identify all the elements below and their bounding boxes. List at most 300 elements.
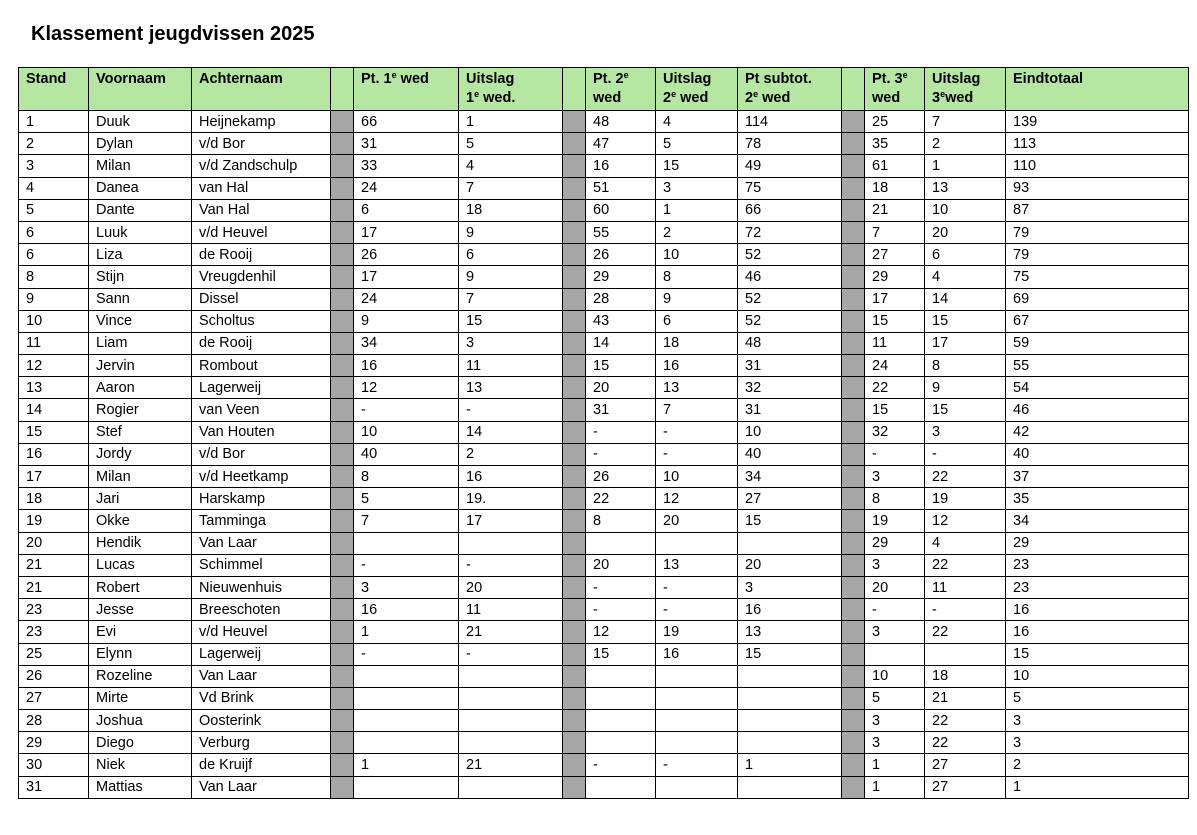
- cell-pt2: 26: [586, 466, 656, 488]
- cell-eindtotaal: 69: [1006, 288, 1189, 310]
- header-separator: [331, 68, 354, 111]
- separator-cell: [331, 466, 354, 488]
- cell-pt2: [586, 710, 656, 732]
- cell-stand: 13: [19, 377, 89, 399]
- cell-pt1: 17: [354, 221, 459, 243]
- cell-uitslag1: 6: [459, 244, 563, 266]
- separator-cell: [842, 599, 865, 621]
- cell-achternaam: Verburg: [192, 732, 331, 754]
- cell-pt3: 35: [865, 133, 925, 155]
- cell-achternaam: de Kruijf: [192, 754, 331, 776]
- cell-uitslag1: 7: [459, 288, 563, 310]
- cell-stand: 9: [19, 288, 89, 310]
- cell-pt2: 15: [586, 643, 656, 665]
- cell-achternaam: Van Laar: [192, 665, 331, 687]
- separator-cell: [563, 377, 586, 399]
- cell-pt2: 22: [586, 488, 656, 510]
- cell-stand: 31: [19, 776, 89, 798]
- cell-uitslag2: 8: [656, 266, 738, 288]
- cell-uitslag1: 2: [459, 443, 563, 465]
- separator-cell: [331, 288, 354, 310]
- separator-cell: [331, 732, 354, 754]
- cell-stand: 18: [19, 488, 89, 510]
- cell-uitslag3: 19: [925, 488, 1006, 510]
- cell-uitslag1: 9: [459, 266, 563, 288]
- cell-voornaam: Dylan: [89, 133, 192, 155]
- cell-pt1: -: [354, 399, 459, 421]
- table-row: [19, 244, 1189, 266]
- cell-pt3: 24: [865, 355, 925, 377]
- table-row: [19, 155, 1189, 177]
- cell-subtotaal: 10: [738, 421, 842, 443]
- cell-pt3: 3: [865, 621, 925, 643]
- cell-pt3: 29: [865, 532, 925, 554]
- table-row: [19, 710, 1189, 732]
- cell-uitslag3: 6: [925, 244, 1006, 266]
- header-voornaam: Voornaam: [89, 68, 192, 111]
- separator-cell: [563, 355, 586, 377]
- cell-stand: 21: [19, 576, 89, 598]
- cell-uitslag1: 21: [459, 621, 563, 643]
- cell-achternaam: Lagerweij: [192, 643, 331, 665]
- separator-cell: [563, 288, 586, 310]
- cell-uitslag2: [656, 776, 738, 798]
- cell-uitslag1: -: [459, 643, 563, 665]
- cell-subtotaal: [738, 776, 842, 798]
- separator-cell: [842, 133, 865, 155]
- cell-achternaam: van Veen: [192, 399, 331, 421]
- cell-subtotaal: [738, 532, 842, 554]
- separator-cell: [842, 776, 865, 798]
- cell-voornaam: Rogier: [89, 399, 192, 421]
- cell-eindtotaal: 40: [1006, 443, 1189, 465]
- cell-pt2: 8: [586, 510, 656, 532]
- cell-eindtotaal: 34: [1006, 510, 1189, 532]
- cell-subtotaal: 40: [738, 443, 842, 465]
- separator-cell: [331, 443, 354, 465]
- cell-uitslag1: 3: [459, 332, 563, 354]
- table-row: [19, 665, 1189, 687]
- header-achternaam: Achternaam: [192, 68, 331, 111]
- cell-subtotaal: 13: [738, 621, 842, 643]
- cell-uitslag2: -: [656, 443, 738, 465]
- cell-eindtotaal: 16: [1006, 599, 1189, 621]
- cell-eindtotaal: 23: [1006, 554, 1189, 576]
- separator-cell: [563, 177, 586, 199]
- cell-uitslag2: 10: [656, 244, 738, 266]
- separator-cell: [842, 155, 865, 177]
- cell-uitslag1: 21: [459, 754, 563, 776]
- cell-uitslag2: 19: [656, 621, 738, 643]
- cell-achternaam: Vreugdenhil: [192, 266, 331, 288]
- cell-pt3: 3: [865, 466, 925, 488]
- cell-achternaam: Heijnekamp: [192, 111, 331, 133]
- cell-subtotaal: 49: [738, 155, 842, 177]
- cell-uitslag2: 6: [656, 310, 738, 332]
- cell-voornaam: Jesse: [89, 599, 192, 621]
- table-row: [19, 177, 1189, 199]
- cell-eindtotaal: 37: [1006, 466, 1189, 488]
- cell-pt3: 25: [865, 111, 925, 133]
- separator-cell: [563, 621, 586, 643]
- cell-eindtotaal: 29: [1006, 532, 1189, 554]
- cell-stand: 21: [19, 554, 89, 576]
- cell-achternaam: Van Hal: [192, 199, 331, 221]
- cell-pt2: -: [586, 576, 656, 598]
- separator-cell: [331, 776, 354, 798]
- cell-achternaam: v/d Bor: [192, 443, 331, 465]
- header-separator: [563, 68, 586, 111]
- separator-cell: [842, 399, 865, 421]
- cell-voornaam: Milan: [89, 155, 192, 177]
- separator-cell: [563, 599, 586, 621]
- cell-pt2: 29: [586, 266, 656, 288]
- cell-uitslag3: 22: [925, 554, 1006, 576]
- cell-pt1: [354, 732, 459, 754]
- cell-subtotaal: 3: [738, 576, 842, 598]
- cell-voornaam: Danea: [89, 177, 192, 199]
- cell-stand: 23: [19, 599, 89, 621]
- cell-eindtotaal: 46: [1006, 399, 1189, 421]
- cell-stand: 16: [19, 443, 89, 465]
- separator-cell: [842, 221, 865, 243]
- cell-stand: 4: [19, 177, 89, 199]
- cell-uitslag2: [656, 665, 738, 687]
- cell-voornaam: Okke: [89, 510, 192, 532]
- cell-achternaam: v/d Bor: [192, 133, 331, 155]
- table-row: [19, 532, 1189, 554]
- cell-eindtotaal: 59: [1006, 332, 1189, 354]
- cell-achternaam: van Hal: [192, 177, 331, 199]
- cell-eindtotaal: 79: [1006, 244, 1189, 266]
- cell-achternaam: Van Laar: [192, 532, 331, 554]
- cell-pt3: 1: [865, 754, 925, 776]
- cell-pt2: 60: [586, 199, 656, 221]
- cell-eindtotaal: 35: [1006, 488, 1189, 510]
- cell-uitslag2: 15: [656, 155, 738, 177]
- cell-pt3: 8: [865, 488, 925, 510]
- cell-uitslag1: -: [459, 399, 563, 421]
- cell-eindtotaal: 93: [1006, 177, 1189, 199]
- cell-uitslag3: 15: [925, 310, 1006, 332]
- cell-pt1: 1: [354, 754, 459, 776]
- cell-uitslag3: 22: [925, 466, 1006, 488]
- separator-cell: [331, 266, 354, 288]
- cell-pt1: 10: [354, 421, 459, 443]
- cell-uitslag3: 22: [925, 710, 1006, 732]
- cell-subtotaal: 20: [738, 554, 842, 576]
- table-row: [19, 732, 1189, 754]
- cell-pt2: 16: [586, 155, 656, 177]
- separator-cell: [331, 332, 354, 354]
- cell-achternaam: Scholtus: [192, 310, 331, 332]
- cell-uitslag3: 27: [925, 776, 1006, 798]
- cell-pt2: -: [586, 443, 656, 465]
- separator-cell: [563, 665, 586, 687]
- cell-eindtotaal: 139: [1006, 111, 1189, 133]
- separator-cell: [331, 355, 354, 377]
- cell-pt1: 1: [354, 621, 459, 643]
- cell-achternaam: v/d Heetkamp: [192, 466, 331, 488]
- cell-achternaam: Breeschoten: [192, 599, 331, 621]
- separator-cell: [331, 199, 354, 221]
- header-pt2: Pt. 2e wed: [586, 68, 656, 111]
- cell-pt2: 47: [586, 133, 656, 155]
- cell-pt1: 9: [354, 310, 459, 332]
- separator-cell: [563, 510, 586, 532]
- cell-stand: 25: [19, 643, 89, 665]
- cell-pt3: 3: [865, 710, 925, 732]
- cell-uitslag3: 1: [925, 155, 1006, 177]
- separator-cell: [331, 111, 354, 133]
- cell-uitslag2: [656, 710, 738, 732]
- cell-pt2: -: [586, 599, 656, 621]
- separator-cell: [331, 643, 354, 665]
- cell-uitslag1: 9: [459, 221, 563, 243]
- separator-cell: [563, 710, 586, 732]
- cell-uitslag1: 17: [459, 510, 563, 532]
- cell-voornaam: Hendik: [89, 532, 192, 554]
- cell-pt3: 5: [865, 687, 925, 709]
- cell-eindtotaal: 79: [1006, 221, 1189, 243]
- cell-pt2: [586, 687, 656, 709]
- cell-pt1: [354, 665, 459, 687]
- cell-pt1: 17: [354, 266, 459, 288]
- cell-pt1: 7: [354, 510, 459, 532]
- separator-cell: [842, 466, 865, 488]
- cell-pt3: 32: [865, 421, 925, 443]
- separator-cell: [331, 155, 354, 177]
- cell-uitslag2: 20: [656, 510, 738, 532]
- cell-voornaam: Rozeline: [89, 665, 192, 687]
- separator-cell: [563, 332, 586, 354]
- separator-cell: [563, 399, 586, 421]
- cell-uitslag1: 1: [459, 111, 563, 133]
- cell-uitslag1: [459, 532, 563, 554]
- cell-voornaam: Mattias: [89, 776, 192, 798]
- header-pt3: Pt. 3e wed: [865, 68, 925, 111]
- cell-subtotaal: 16: [738, 599, 842, 621]
- cell-uitslag3: 13: [925, 177, 1006, 199]
- cell-pt1: 8: [354, 466, 459, 488]
- cell-stand: 6: [19, 221, 89, 243]
- cell-uitslag2: 16: [656, 355, 738, 377]
- cell-uitslag2: 9: [656, 288, 738, 310]
- separator-cell: [331, 221, 354, 243]
- separator-cell: [563, 266, 586, 288]
- separator-cell: [331, 177, 354, 199]
- table-row: [19, 776, 1189, 798]
- cell-uitslag3: 12: [925, 510, 1006, 532]
- cell-eindtotaal: 15: [1006, 643, 1189, 665]
- cell-uitslag3: 4: [925, 266, 1006, 288]
- separator-cell: [331, 687, 354, 709]
- cell-voornaam: Liam: [89, 332, 192, 354]
- table-row: [19, 111, 1189, 133]
- header-separator: [842, 68, 865, 111]
- cell-pt2: 12: [586, 621, 656, 643]
- table-row: [19, 421, 1189, 443]
- table-row: [19, 221, 1189, 243]
- cell-pt1: [354, 710, 459, 732]
- cell-voornaam: Stijn: [89, 266, 192, 288]
- cell-subtotaal: 31: [738, 399, 842, 421]
- cell-uitslag1: [459, 776, 563, 798]
- cell-voornaam: Jordy: [89, 443, 192, 465]
- cell-stand: 19: [19, 510, 89, 532]
- cell-stand: 28: [19, 710, 89, 732]
- cell-uitslag3: 20: [925, 221, 1006, 243]
- cell-pt1: -: [354, 554, 459, 576]
- separator-cell: [331, 399, 354, 421]
- separator-cell: [331, 377, 354, 399]
- separator-cell: [331, 510, 354, 532]
- separator-cell: [563, 221, 586, 243]
- cell-eindtotaal: 54: [1006, 377, 1189, 399]
- cell-uitslag1: [459, 732, 563, 754]
- cell-pt1: 40: [354, 443, 459, 465]
- cell-eindtotaal: 5: [1006, 687, 1189, 709]
- cell-pt3: 27: [865, 244, 925, 266]
- table-row: [19, 399, 1189, 421]
- cell-pt3: 11: [865, 332, 925, 354]
- cell-uitslag2: 7: [656, 399, 738, 421]
- cell-subtotaal: 34: [738, 466, 842, 488]
- table-row: [19, 687, 1189, 709]
- separator-cell: [563, 244, 586, 266]
- separator-cell: [842, 443, 865, 465]
- cell-stand: 30: [19, 754, 89, 776]
- separator-cell: [331, 133, 354, 155]
- cell-uitslag1: 7: [459, 177, 563, 199]
- cell-pt1: 16: [354, 355, 459, 377]
- cell-subtotaal: 1: [738, 754, 842, 776]
- cell-stand: 20: [19, 532, 89, 554]
- separator-cell: [563, 443, 586, 465]
- cell-stand: 14: [19, 399, 89, 421]
- table-row: [19, 133, 1189, 155]
- cell-uitslag3: [925, 643, 1006, 665]
- separator-cell: [842, 177, 865, 199]
- separator-cell: [331, 554, 354, 576]
- separator-cell: [331, 754, 354, 776]
- separator-cell: [563, 310, 586, 332]
- cell-eindtotaal: 1: [1006, 776, 1189, 798]
- cell-subtotaal: 75: [738, 177, 842, 199]
- cell-achternaam: Tamminga: [192, 510, 331, 532]
- cell-voornaam: Jervin: [89, 355, 192, 377]
- cell-stand: 27: [19, 687, 89, 709]
- cell-eindtotaal: 10: [1006, 665, 1189, 687]
- cell-uitslag2: 3: [656, 177, 738, 199]
- cell-voornaam: Lucas: [89, 554, 192, 576]
- cell-pt1: 34: [354, 332, 459, 354]
- separator-cell: [842, 199, 865, 221]
- separator-cell: [331, 621, 354, 643]
- cell-eindtotaal: 67: [1006, 310, 1189, 332]
- cell-uitslag2: 16: [656, 643, 738, 665]
- header-uitslag3: Uitslag 3ewed: [925, 68, 1006, 111]
- cell-pt2: 20: [586, 554, 656, 576]
- header-subtotaal: Pt subtot. 2e wed: [738, 68, 842, 111]
- cell-uitslag3: 14: [925, 288, 1006, 310]
- separator-cell: [331, 665, 354, 687]
- cell-voornaam: Sann: [89, 288, 192, 310]
- cell-uitslag1: 11: [459, 355, 563, 377]
- cell-achternaam: Harskamp: [192, 488, 331, 510]
- cell-subtotaal: [738, 732, 842, 754]
- separator-cell: [842, 554, 865, 576]
- cell-subtotaal: 32: [738, 377, 842, 399]
- cell-stand: 2: [19, 133, 89, 155]
- cell-pt1: 24: [354, 177, 459, 199]
- cell-eindtotaal: 3: [1006, 710, 1189, 732]
- cell-stand: 15: [19, 421, 89, 443]
- separator-cell: [842, 310, 865, 332]
- separator-cell: [842, 332, 865, 354]
- separator-cell: [842, 576, 865, 598]
- cell-uitslag3: 27: [925, 754, 1006, 776]
- separator-cell: [563, 488, 586, 510]
- cell-voornaam: Liza: [89, 244, 192, 266]
- cell-achternaam: Nieuwenhuis: [192, 576, 331, 598]
- cell-pt3: 20: [865, 576, 925, 598]
- cell-achternaam: Lagerweij: [192, 377, 331, 399]
- cell-voornaam: Vince: [89, 310, 192, 332]
- cell-pt2: 43: [586, 310, 656, 332]
- cell-achternaam: Rombout: [192, 355, 331, 377]
- cell-pt3: 15: [865, 310, 925, 332]
- separator-cell: [842, 510, 865, 532]
- cell-eindtotaal: 110: [1006, 155, 1189, 177]
- separator-cell: [842, 421, 865, 443]
- cell-subtotaal: [738, 665, 842, 687]
- cell-pt2: -: [586, 754, 656, 776]
- cell-uitslag3: 3: [925, 421, 1006, 443]
- cell-achternaam: Oosterink: [192, 710, 331, 732]
- cell-voornaam: Robert: [89, 576, 192, 598]
- cell-achternaam: v/d Zandschulp: [192, 155, 331, 177]
- cell-pt1: [354, 532, 459, 554]
- separator-cell: [563, 554, 586, 576]
- table-row: [19, 443, 1189, 465]
- separator-cell: [842, 710, 865, 732]
- cell-achternaam: Van Houten: [192, 421, 331, 443]
- cell-uitslag3: -: [925, 599, 1006, 621]
- separator-cell: [563, 776, 586, 798]
- table-row: [19, 510, 1189, 532]
- cell-uitslag1: 16: [459, 466, 563, 488]
- cell-achternaam: de Rooij: [192, 244, 331, 266]
- cell-stand: 5: [19, 199, 89, 221]
- cell-voornaam: Duuk: [89, 111, 192, 133]
- cell-eindtotaal: 113: [1006, 133, 1189, 155]
- separator-cell: [563, 532, 586, 554]
- cell-uitslag2: 12: [656, 488, 738, 510]
- cell-subtotaal: 31: [738, 355, 842, 377]
- cell-voornaam: Dante: [89, 199, 192, 221]
- separator-cell: [331, 310, 354, 332]
- cell-stand: 10: [19, 310, 89, 332]
- cell-uitslag2: 2: [656, 221, 738, 243]
- cell-pt3: 1: [865, 776, 925, 798]
- cell-subtotaal: 66: [738, 199, 842, 221]
- cell-eindtotaal: 87: [1006, 199, 1189, 221]
- table-row: [19, 488, 1189, 510]
- cell-voornaam: Jari: [89, 488, 192, 510]
- cell-eindtotaal: 3: [1006, 732, 1189, 754]
- separator-cell: [842, 754, 865, 776]
